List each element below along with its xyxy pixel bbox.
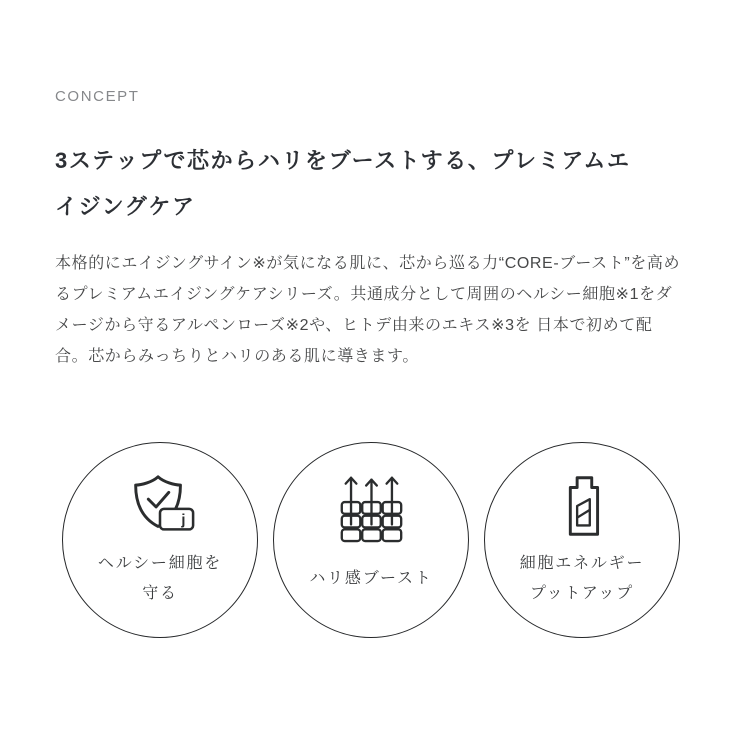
concept-description-line: るプレミアムエイジングケアシリーズ。共通成分として周囲のヘルシー細胞※1をダ bbox=[55, 286, 673, 303]
concept-heading bbox=[55, 138, 695, 230]
concept-description-line: 合。芯からみっちりとハリのある肌に導きます。 bbox=[55, 348, 419, 365]
concept-description bbox=[55, 248, 695, 372]
concept-heading-line: イジングケア bbox=[55, 194, 196, 219]
cell-grid-boost-icon bbox=[334, 469, 408, 545]
concept-description-line: 本格的にエイジングサイン※が気になる肌に、芯から巡る力“CORE-ブースト”を高め bbox=[55, 255, 681, 272]
concept-heading-line: 3ステップで芯からハリをブーストする、プレミアムエ bbox=[55, 148, 631, 173]
shield-check-icon bbox=[123, 469, 197, 545]
concept-section bbox=[55, 88, 695, 638]
feature-circle-protect-cells bbox=[62, 442, 258, 638]
concept-eyebrow: CONCEPT bbox=[55, 88, 140, 105]
feature-circle-cell-energy bbox=[484, 442, 680, 638]
feature-circle-firmness-boost bbox=[273, 442, 469, 638]
concept-description-line: メージから守るアルペンローズ※2や、ヒトデ由来のエキス※3を 日本で初めて配 bbox=[55, 317, 653, 334]
shield-badge-letter: j bbox=[181, 512, 186, 529]
feature-circles-row bbox=[62, 442, 695, 638]
feature-label: 細胞エネルギー プットアップ bbox=[519, 555, 645, 602]
battery-energy-icon bbox=[545, 469, 619, 545]
feature-label: ハリ感ブースト bbox=[309, 570, 433, 587]
feature-label: ヘルシー細胞を 守る bbox=[97, 555, 223, 602]
